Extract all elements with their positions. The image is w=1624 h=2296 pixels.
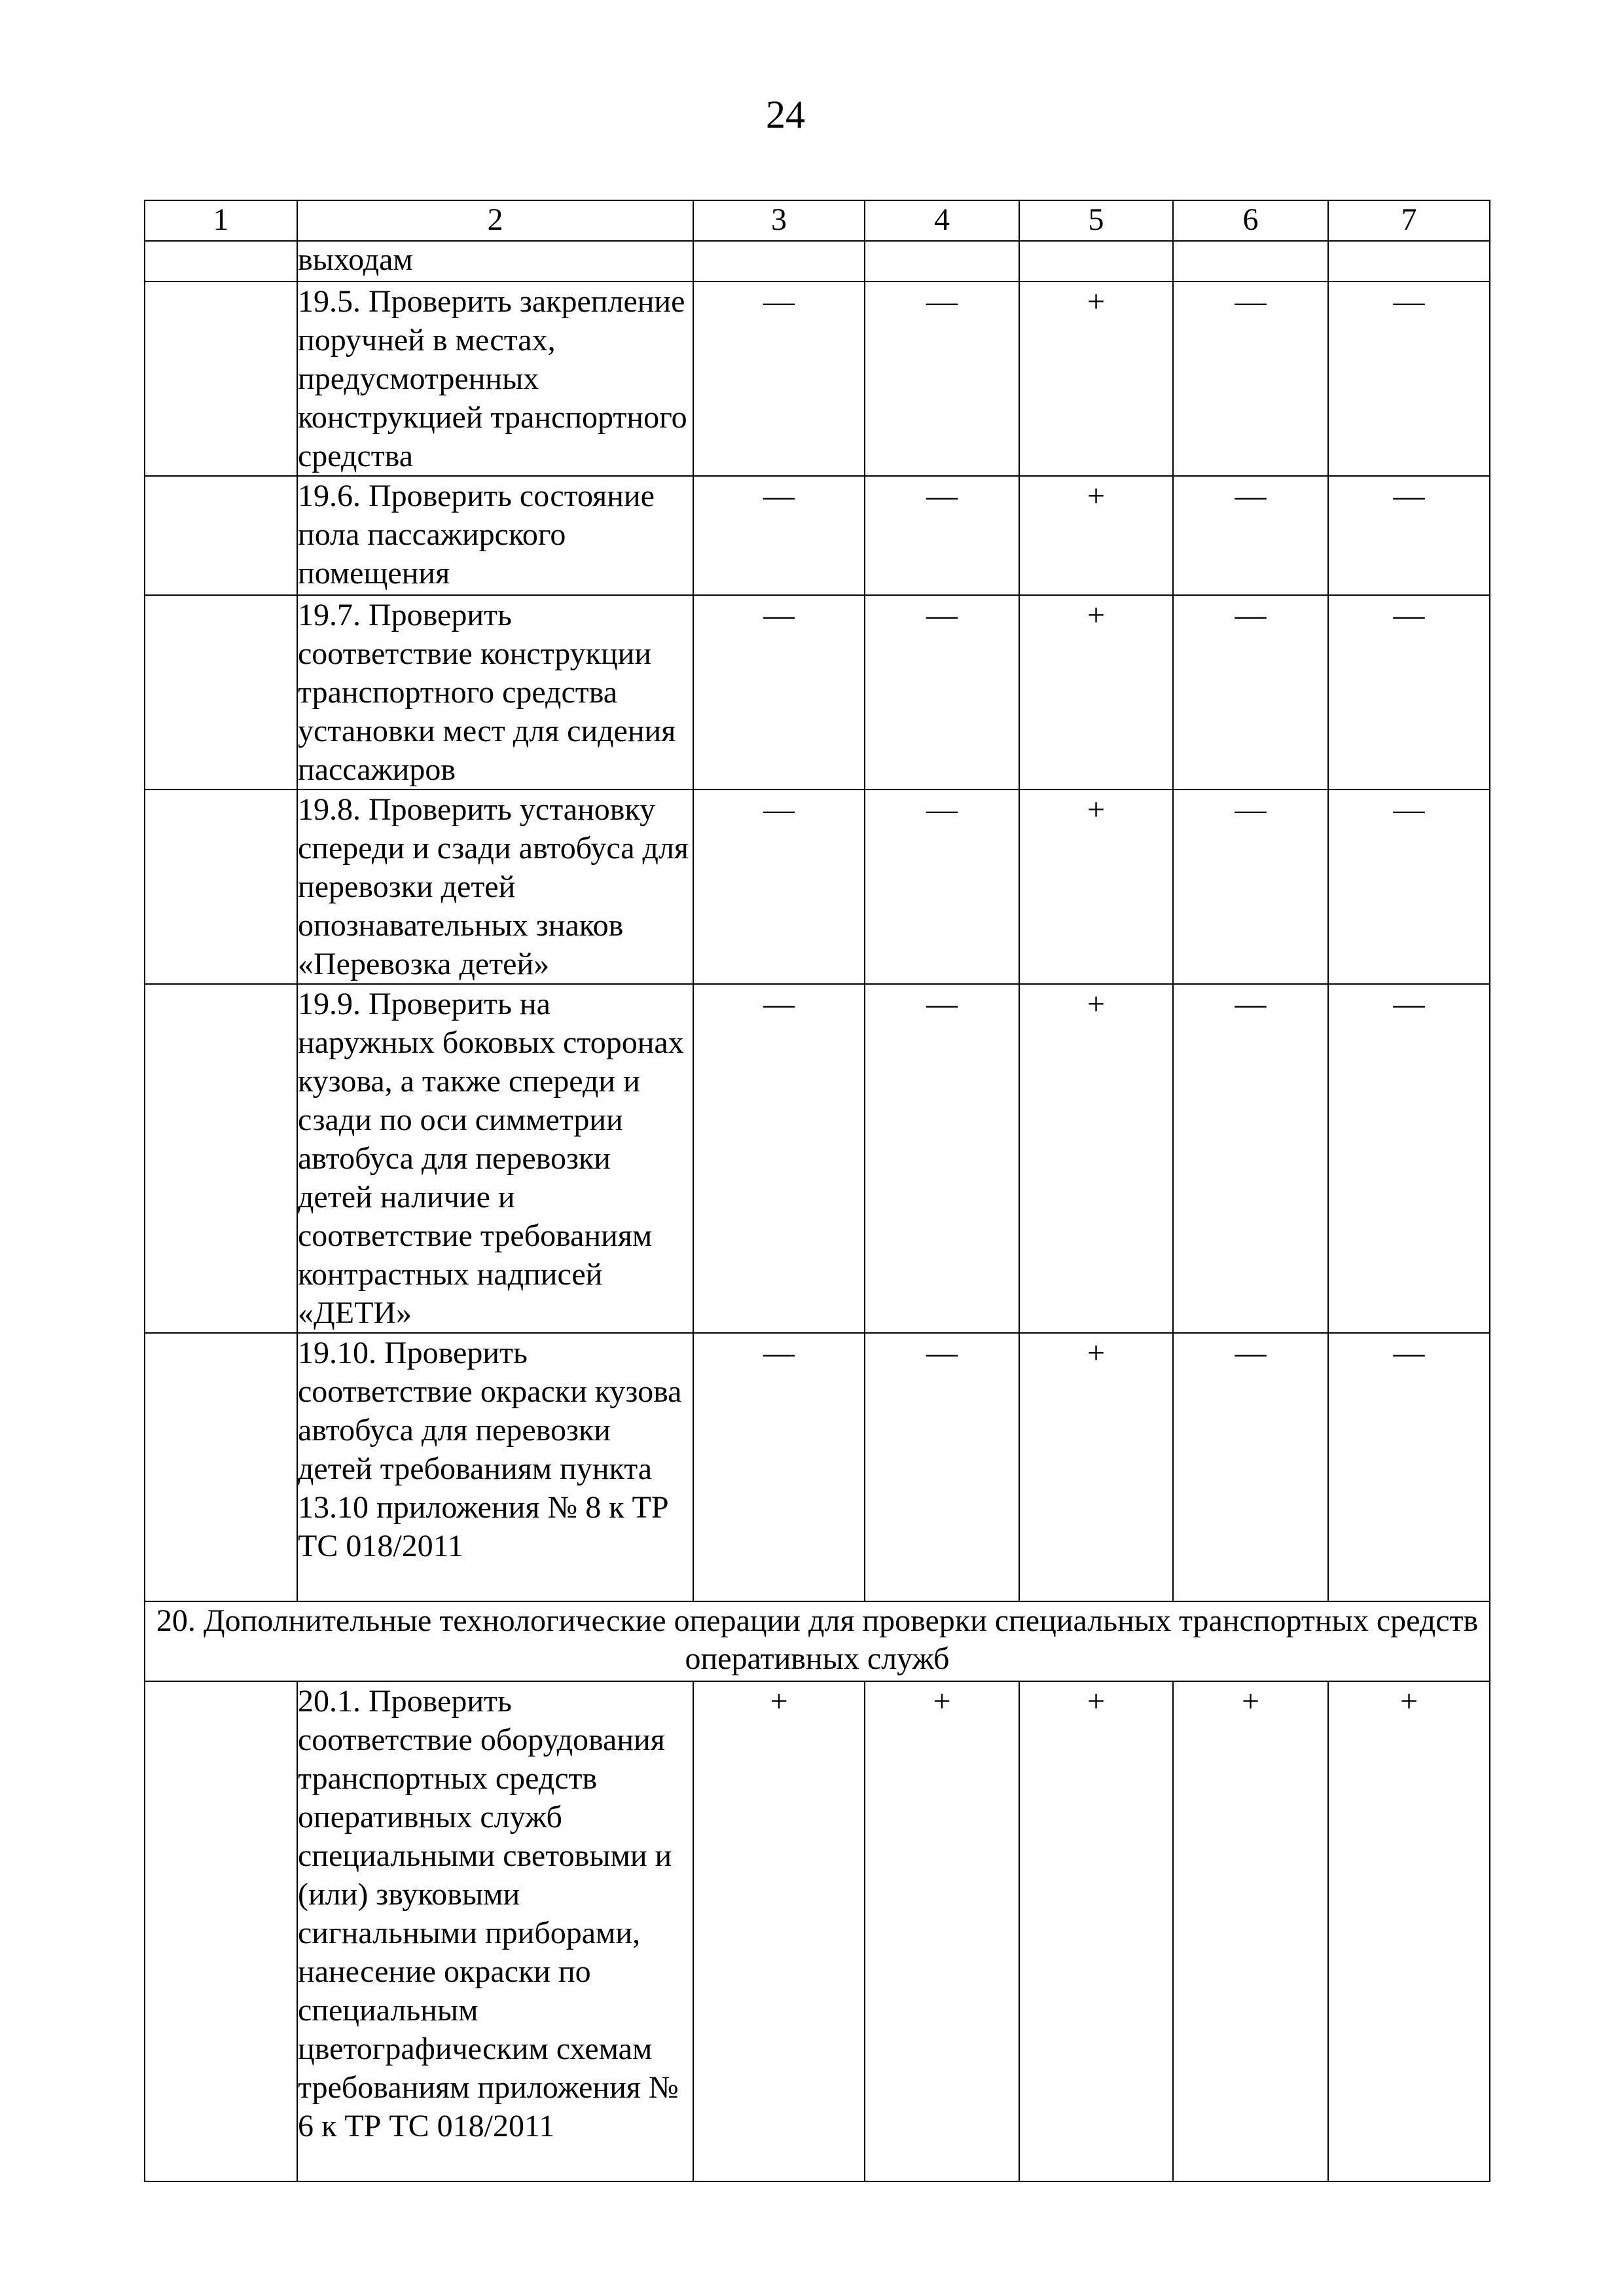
- mark-cell: [1173, 241, 1328, 282]
- table-row: [145, 1681, 1490, 2181]
- header-cell: 7: [1328, 200, 1490, 241]
- row-number-cell: [145, 595, 297, 790]
- mark-cell: [865, 241, 1019, 282]
- mark-cell: —: [1173, 476, 1328, 595]
- header-row: [145, 200, 1490, 241]
- header-cell: 6: [1173, 200, 1328, 241]
- mark-cell: —: [1173, 1333, 1328, 1601]
- mark-cell: —: [1328, 790, 1490, 984]
- header-cell: 3: [693, 200, 865, 241]
- operation-cell: 19.6. Проверить состояние пола пассажирского помещения: [297, 476, 693, 595]
- mark-cell: [1019, 241, 1173, 282]
- row-number-cell: [145, 241, 297, 282]
- mark-cell: —: [1328, 282, 1490, 476]
- mark-cell: +: [1019, 1333, 1173, 1601]
- mark-cell: —: [693, 790, 865, 984]
- operation-cell: 19.9. Проверить на наружных боковых сторонах кузова, а также спереди и сзади по оси симметрии автобуса для перевозки детей наличие и соответствие требованиям контрастных надписей «ДЕТИ»: [297, 984, 693, 1333]
- mark-cell: —: [693, 1333, 865, 1601]
- mark-cell: —: [1328, 984, 1490, 1333]
- mark-cell: —: [1173, 282, 1328, 476]
- table-row: [145, 790, 1490, 984]
- mark-cell: —: [1173, 595, 1328, 790]
- mark-cell: —: [865, 476, 1019, 595]
- row-number-cell: [145, 984, 297, 1333]
- table-row: [145, 595, 1490, 790]
- mark-cell: —: [693, 282, 865, 476]
- mark-cell: —: [1173, 984, 1328, 1333]
- operation-cell: 19.5. Проверить закрепление поручней в местах, предусмотренных конструкцией транспортного средства: [297, 282, 693, 476]
- mark-cell: +: [865, 1681, 1019, 2181]
- table-row: [145, 476, 1490, 595]
- mark-cell: +: [1019, 790, 1173, 984]
- row-number-cell: [145, 282, 297, 476]
- page-number: 24: [766, 93, 805, 136]
- mark-cell: +: [1019, 595, 1173, 790]
- operation-cell: 20.1. Проверить соответствие оборудования транспортных средств оперативных служб специальными световыми и (или) звуковыми сигнальными приборами, нанесение окраски по специальным цветографическим схемам требованиям приложения № 6 к ТР ТС 018/2011: [297, 1681, 693, 2181]
- table-row: [145, 282, 1490, 476]
- mark-cell: —: [693, 476, 865, 595]
- table-row: [145, 1333, 1490, 1601]
- mark-cell: —: [693, 595, 865, 790]
- mark-cell: +: [1019, 476, 1173, 595]
- operation-cell: 19.10. Проверить соответствие окраски кузова автобуса для перевозки детей требованиям пункта 13.10 приложения № 8 к ТР ТС 018/2011: [297, 1333, 693, 1601]
- mark-cell: [1328, 241, 1490, 282]
- header-cell: 5: [1019, 200, 1173, 241]
- mark-cell: —: [865, 984, 1019, 1333]
- mark-cell: +: [693, 1681, 865, 2181]
- table-row: [145, 984, 1490, 1333]
- mark-cell: [693, 241, 865, 282]
- inspection-table: [144, 200, 1490, 2182]
- mark-cell: —: [693, 984, 865, 1333]
- mark-cell: —: [1328, 476, 1490, 595]
- mark-cell: +: [1328, 1681, 1490, 2181]
- mark-cell: +: [1019, 1681, 1173, 2181]
- row-number-cell: [145, 1333, 297, 1601]
- mark-cell: —: [1173, 790, 1328, 984]
- header-cell: 2: [297, 200, 693, 241]
- mark-cell: +: [1019, 984, 1173, 1333]
- operation-cell: 19.7. Проверить соответствие конструкции транспортного средства установки мест для сидения пассажиров: [297, 595, 693, 790]
- mark-cell: —: [865, 1333, 1019, 1601]
- mark-cell: —: [1328, 595, 1490, 790]
- section-title: 20. Дополнительные технологические операции для проверки специальных транспортных средств оперативных служб: [145, 1601, 1490, 1681]
- row-number-cell: [145, 790, 297, 984]
- mark-cell: +: [1173, 1681, 1328, 2181]
- operation-cell: 19.8. Проверить установку спереди и сзади автобуса для перевозки детей опознавательных знаков «Перевозка детей»: [297, 790, 693, 984]
- mark-cell: —: [1328, 1333, 1490, 1601]
- mark-cell: —: [865, 282, 1019, 476]
- mark-cell: —: [865, 790, 1019, 984]
- mark-cell: +: [1019, 282, 1173, 476]
- header-cell: 1: [145, 200, 297, 241]
- row-number-cell: [145, 1681, 297, 2181]
- section-row: [145, 1601, 1490, 1681]
- header-cell: 4: [865, 200, 1019, 241]
- mark-cell: —: [865, 595, 1019, 790]
- table-row: [145, 241, 1490, 282]
- row-number-cell: [145, 476, 297, 595]
- operation-cell: выходам: [297, 241, 693, 282]
